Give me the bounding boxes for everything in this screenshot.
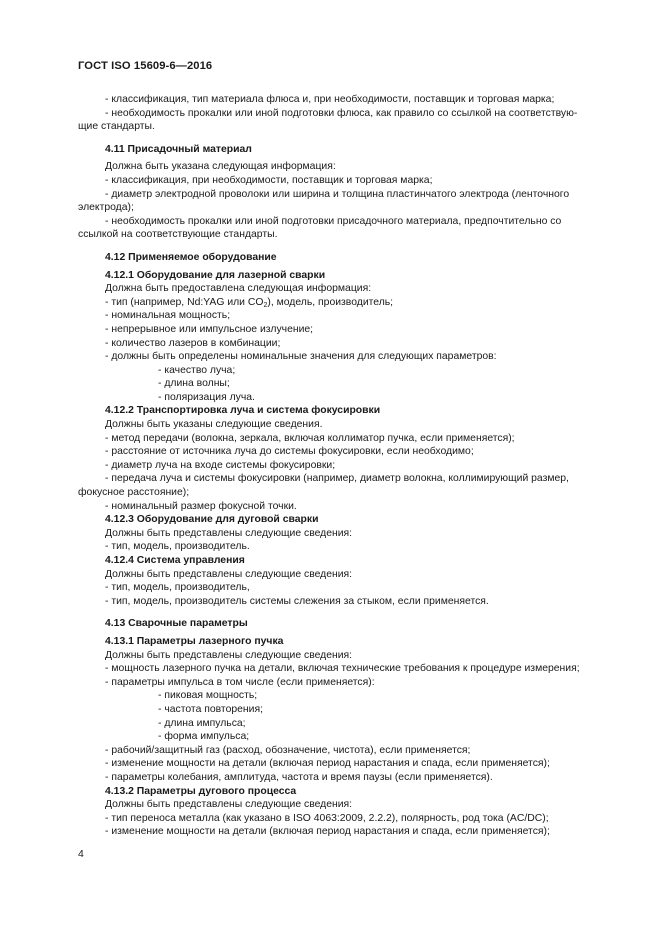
list-item: - диаметр электродной проволоки или ширина и толщина пластинчатого электрода (ленточного	[105, 188, 570, 200]
subscript: 2	[263, 301, 268, 309]
list-item: - параметры импульса в том числе (если применяется):	[105, 676, 375, 688]
sub-list-item: - длина импульса;	[158, 717, 246, 729]
subsection-heading-4-13-2: 4.13.2 Параметры дугового процесса	[105, 785, 297, 797]
list-item: - параметры колебания, амплитуда, частота и время паузы (если применяется).	[105, 771, 493, 783]
section-intro: Должны быть представлены следующие сведения:	[105, 568, 353, 580]
sub-list-item: - длина волны;	[158, 378, 230, 390]
list-item: - тип, модель, производитель системы слежения за стыком, если применяется.	[105, 595, 489, 607]
list-item: - номинальная мощность;	[105, 310, 231, 322]
list-item: - тип, модель, производитель.	[105, 541, 250, 553]
list-item: - количество лазеров в комбинации;	[105, 337, 281, 349]
sub-list-item: - частота повторения;	[158, 703, 263, 715]
section-heading-4-11: 4.11 Присадочный материал	[105, 143, 252, 155]
sub-list-item: - пиковая мощность;	[158, 690, 258, 702]
page-content	[78, 93, 615, 839]
subsection-heading-4-12-2: 4.12.2 Транспортировка луча и система фокусировки	[105, 405, 381, 417]
sub-list-item: - качество луча;	[158, 364, 236, 376]
list-item-continued: электрода);	[78, 202, 134, 214]
sub-list-item: - форма импульса;	[158, 731, 250, 743]
section-intro: Должны быть представлены следующие сведения:	[105, 527, 353, 539]
section-intro: Должна быть указана следующая информация:	[105, 161, 336, 173]
section-heading-4-13: 4.13 Сварочные параметры	[105, 618, 248, 630]
sub-list-item: - поляризация луча.	[158, 391, 255, 403]
subsection-heading-4-12-4: 4.12.4 Система управления	[105, 555, 245, 566]
page-number: 4	[78, 849, 84, 860]
list-item: - непрерывное или импульсное излучение;	[105, 323, 314, 335]
section-intro: Должна быть предоставлена следующая информация:	[105, 283, 372, 295]
section-intro: Должны быть представлены следующие сведения:	[105, 649, 353, 661]
laser-type-text-end: ), модель, производитель;	[267, 296, 394, 308]
section-intro: Должны быть указаны следующие сведения.	[105, 419, 323, 431]
subsection-heading-4-12-3: 4.12.3 Оборудование для дуговой сварки	[105, 514, 319, 526]
list-item: - расстояние от источника луча до системы фокусировки, если необходимо;	[105, 446, 474, 458]
list-item-continued: ссылкой на соответствующие стандарты.	[78, 229, 278, 241]
list-item: - диаметр луча на входе системы фокусировки;	[105, 459, 336, 471]
flux-item: - классификация, тип материала флюса и, при необходимости, поставщик и торговая марка;	[105, 94, 555, 105]
list-item: - необходимость прокалки или иной подготовки присадочного материала, предпочтительно со	[105, 215, 562, 227]
list-item-continued: фокусное расстояние);	[78, 487, 190, 499]
list-item: - тип, модель, производитель,	[105, 582, 250, 594]
subsection-heading-4-13-1: 4.13.1 Параметры лазерного пучка	[105, 635, 284, 647]
document-header: ГОСТ ISO 15609-6—2016	[78, 60, 213, 72]
list-item: - номинальный размер фокусной точки.	[105, 500, 297, 512]
list-item: - передача луча и системы фокусировки (например, диаметр волокна, коллимирующий размер,	[105, 473, 569, 485]
flux-item: - необходимость прокалки или иной подготовки флюса, как правило со ссылкой на соответствую-	[105, 107, 578, 119]
section-intro: Должны быть представлены следующие сведения:	[105, 799, 353, 811]
list-item: - классификация, при необходимости, поставщик и торговая марка;	[105, 174, 433, 186]
section-heading-4-12: 4.12 Применяемое оборудование	[105, 251, 277, 263]
list-item: - рабочий/защитный газ (расход, обозначение, чистота), если применяется;	[105, 744, 471, 756]
list-item: - тип переноса металла (как указано в ISO 4063:2009, 2.2.2), полярность, род тока (AC/DC);	[105, 812, 549, 824]
flux-item-continued: щие стандарты.	[78, 121, 155, 133]
subsection-heading-4-12-1: 4.12.1 Оборудование для лазерной сварки	[105, 269, 326, 281]
list-item: - изменение мощности на детали (включая период нарастания и спада, если применяется);	[105, 826, 550, 838]
laser-type-text: - тип (например, Nd:YAG или CO	[105, 296, 264, 308]
list-item: - метод передачи (волокна, зеркала, включая коллиматор пучка, если применяется);	[105, 432, 515, 444]
list-item: - изменение мощности на детали (включая период нарастания и спада, если применяется);	[105, 758, 550, 770]
list-item: - мощность лазерного пучка на детали, включая технические требования к процедуре измерения;	[105, 663, 580, 675]
list-item: - должны быть определены номинальные значения для следующих параметров:	[105, 351, 497, 363]
list-item-laser-type	[78, 296, 615, 310]
